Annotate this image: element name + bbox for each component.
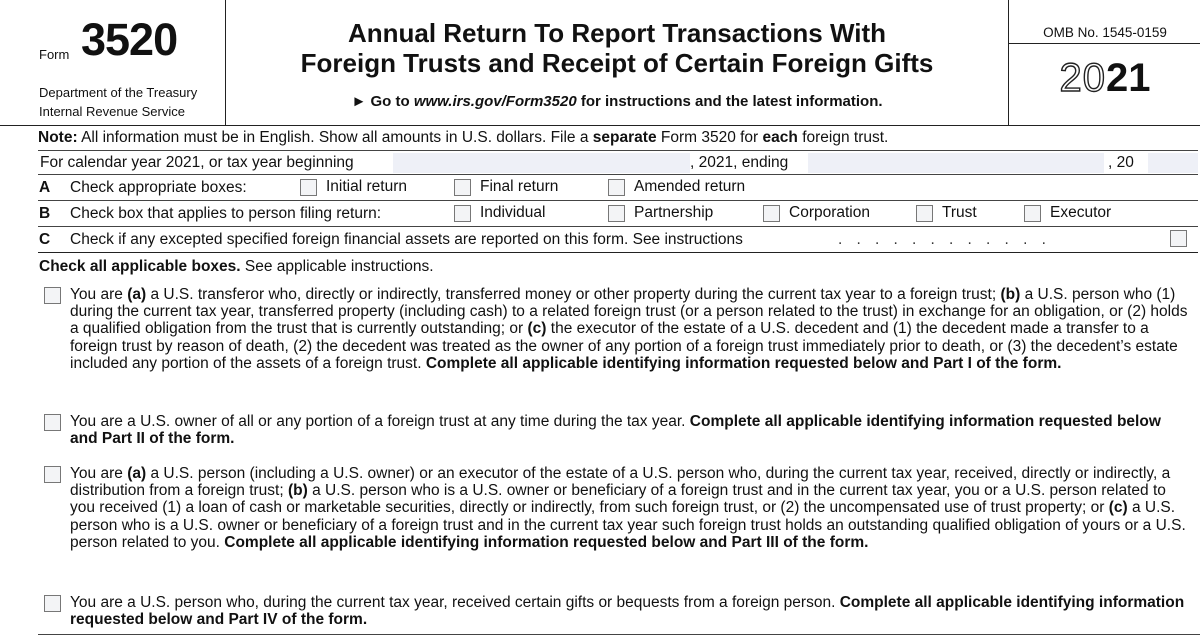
agency-line: Internal Revenue Service: [39, 104, 185, 119]
note-bold-each: each: [762, 129, 798, 146]
row-c-text: Check if any excepted specified foreign financial assets are reported on this form. See instructions: [70, 231, 743, 248]
p3-text-1: You are: [70, 465, 123, 482]
executor-option[interactable]: [1024, 204, 1111, 222]
p1-bold-c: (c): [527, 320, 547, 338]
part-ii-option: [42, 413, 1192, 447]
check-all-bold: Check all applicable boxes.: [39, 258, 241, 275]
individual-option[interactable]: [454, 204, 546, 222]
instructions-line: [226, 93, 1008, 110]
check-all-heading: [39, 258, 434, 276]
part-iv-option: [42, 594, 1192, 628]
row-b-letter: B: [39, 205, 51, 222]
amended-return-label: Amended return: [634, 178, 746, 195]
excepted-assets-checkbox[interactable]: [1170, 230, 1187, 247]
initial-return-option[interactable]: [300, 178, 407, 196]
calendar-suffix: , 20: [1108, 154, 1134, 171]
individual-label: Individual: [480, 204, 546, 221]
p3-instruction: Complete all applicable identifying information requested below and Part III of the form.: [224, 533, 869, 551]
tax-year-beginning-field[interactable]: [393, 153, 690, 173]
partnership-label: Partnership: [634, 204, 714, 221]
trust-label: Trust: [942, 204, 977, 221]
arrow-icon: ►: [351, 93, 367, 110]
row-b: [38, 201, 1198, 227]
row-a-letter: A: [39, 179, 51, 196]
part-iii-checkbox[interactable]: [44, 466, 61, 483]
p2-text-1: You are a U.S. owner of all or any portion of a foreign trust at any time during the tax year.: [70, 413, 686, 430]
omb-year-block: [1008, 0, 1200, 126]
corporation-option[interactable]: [763, 204, 870, 222]
row-a-text: Check appropriate boxes:: [70, 179, 247, 196]
p1-bold-b: (b): [1000, 286, 1021, 303]
calendar-year-row: [38, 151, 1198, 175]
form-title: [226, 18, 1008, 78]
final-return-option[interactable]: [454, 178, 558, 196]
p2-instruction: Complete all applicable identifying information requested below and Part II of the form.: [70, 413, 1161, 448]
p4-text-1: You are a U.S. person who, during the current tax year, received certain gifts or bequests from a foreign person.: [70, 594, 836, 611]
corporation-checkbox[interactable]: [763, 205, 780, 222]
part-i-checkbox[interactable]: [44, 287, 61, 304]
note-text-3: foreign trust.: [802, 129, 889, 146]
p1-text-3: a U.S. person who (1) during the current tax year, transferred property (including cash) to a related foreign trust (or a person related to the trust) in exchange for an obligation, or (2) holds a qualified obligation from the trust that is currently outstanding; or: [70, 286, 1188, 338]
final-return-checkbox[interactable]: [454, 179, 471, 196]
title-line-1: Annual Return To Report Transactions With: [347, 18, 887, 48]
part-iv-text: [70, 594, 1192, 628]
year-outline-digits: 20: [1059, 56, 1106, 100]
note-row: [38, 127, 1198, 151]
executor-label: Executor: [1050, 204, 1112, 221]
part-iv-checkbox[interactable]: [44, 595, 61, 612]
p3-bold-a: (a): [127, 465, 147, 482]
p1-text-4: the executor of the estate of a U.S. decedent and (1) the decedent made a transfer to a foreign trust by reason of death, (2) the decedent was treated as the owner of any portion of a foreign trust immediately prior to death, or (3) the decedent’s estate included any portion of the assets of a foreign trust.: [70, 320, 1178, 372]
row-c: [38, 227, 1198, 253]
p1-instruction: Complete all applicable identifying information requested below and Part I of the form.: [425, 354, 1062, 372]
trust-option[interactable]: [916, 204, 977, 222]
partnership-checkbox[interactable]: [608, 205, 625, 222]
amended-return-option[interactable]: [608, 178, 745, 196]
p3-bold-b: (b): [287, 482, 308, 500]
calendar-prefix: For calendar year 2021, or tax year beginning: [40, 154, 354, 171]
note-bold-separate: separate: [592, 129, 657, 146]
goto-prefix: Go to: [370, 93, 410, 110]
form-header: [0, 0, 1200, 126]
part-ii-checkbox[interactable]: [44, 414, 61, 431]
goto-suffix: for instructions and the latest information.: [580, 93, 883, 110]
tax-year-ending-year-field[interactable]: [1148, 153, 1198, 173]
p4-instruction: Complete all applicable identifying information requested below and Part IV of the form.: [70, 594, 1185, 629]
part-i-option: [42, 286, 1192, 372]
title-line-2: Foreign Trusts and Receipt of Certain Foreign Gifts: [300, 48, 934, 78]
form-number: 3520: [81, 14, 178, 65]
row-c-letter: C: [39, 231, 51, 248]
part-iii-text: [70, 465, 1192, 551]
bottom-divider: [38, 634, 1200, 635]
corporation-label: Corporation: [789, 204, 870, 221]
department-block: [39, 83, 197, 121]
p3-bold-c: (c): [1108, 499, 1128, 517]
form-label: Form: [39, 47, 70, 62]
check-all-text: See applicable instructions.: [244, 258, 434, 275]
p3-text-4: a U.S. person who is a U.S. owner or beneficiary of a foreign trust and in the current tax year such foreign trust holds an outstanding qualified obligation of yours or a U.S. person related to you.: [70, 499, 1186, 551]
irs-url-link[interactable]: www.irs.gov/Form3520: [413, 93, 577, 110]
p3-text-3: a U.S. person who is a U.S. owner or beneficiary of a foreign trust and in the current tax year, you or a U.S. person related to you received (1) a loan of cash or marketable securities, directly or indirectly, from such foreign trust, or (2) the uncompensated use of trust property; or: [70, 482, 1166, 517]
initial-return-checkbox[interactable]: [300, 179, 317, 196]
part-ii-text: [70, 413, 1192, 447]
year-bold-digits: 21: [1106, 56, 1151, 100]
form-id-block: [38, 0, 226, 126]
note-text-1: All information must be in English. Show all amounts in U.S. dollars. File a: [81, 129, 589, 146]
tax-year-ending-field[interactable]: [808, 153, 1104, 173]
individual-checkbox[interactable]: [454, 205, 471, 222]
row-b-text: Check box that applies to person filing return:: [70, 205, 382, 222]
tax-year: [1009, 56, 1200, 101]
p1-bold-a: (a): [127, 286, 147, 303]
calendar-mid: , 2021, ending: [690, 154, 789, 171]
note-label: Note:: [38, 129, 78, 146]
partnership-option[interactable]: [608, 204, 713, 222]
initial-return-label: Initial return: [326, 178, 407, 195]
p1-text-1: You are: [70, 286, 123, 303]
trust-checkbox[interactable]: [916, 205, 933, 222]
department-line: Department of the Treasury: [39, 85, 198, 100]
executor-checkbox[interactable]: [1024, 205, 1041, 222]
leader-dots: ............: [838, 231, 1061, 248]
row-a: [38, 175, 1198, 201]
p3-text-2: a U.S. person (including a U.S. owner) or an executor of the estate of a U.S. person who, during the current tax year, received, directly or indirectly, a distribution from a foreign trust;: [70, 465, 1171, 500]
part-iii-option: [42, 465, 1192, 551]
amended-return-checkbox[interactable]: [608, 179, 625, 196]
final-return-label: Final return: [480, 178, 559, 195]
omb-number: OMB No. 1545-0159: [1009, 0, 1200, 44]
note-text-2: Form 3520 for: [660, 129, 759, 146]
part-i-text: [70, 286, 1192, 372]
p1-text-2: a U.S. transferor who, directly or indirectly, transferred money or other property during the current tax year to a foreign trust;: [150, 286, 997, 303]
